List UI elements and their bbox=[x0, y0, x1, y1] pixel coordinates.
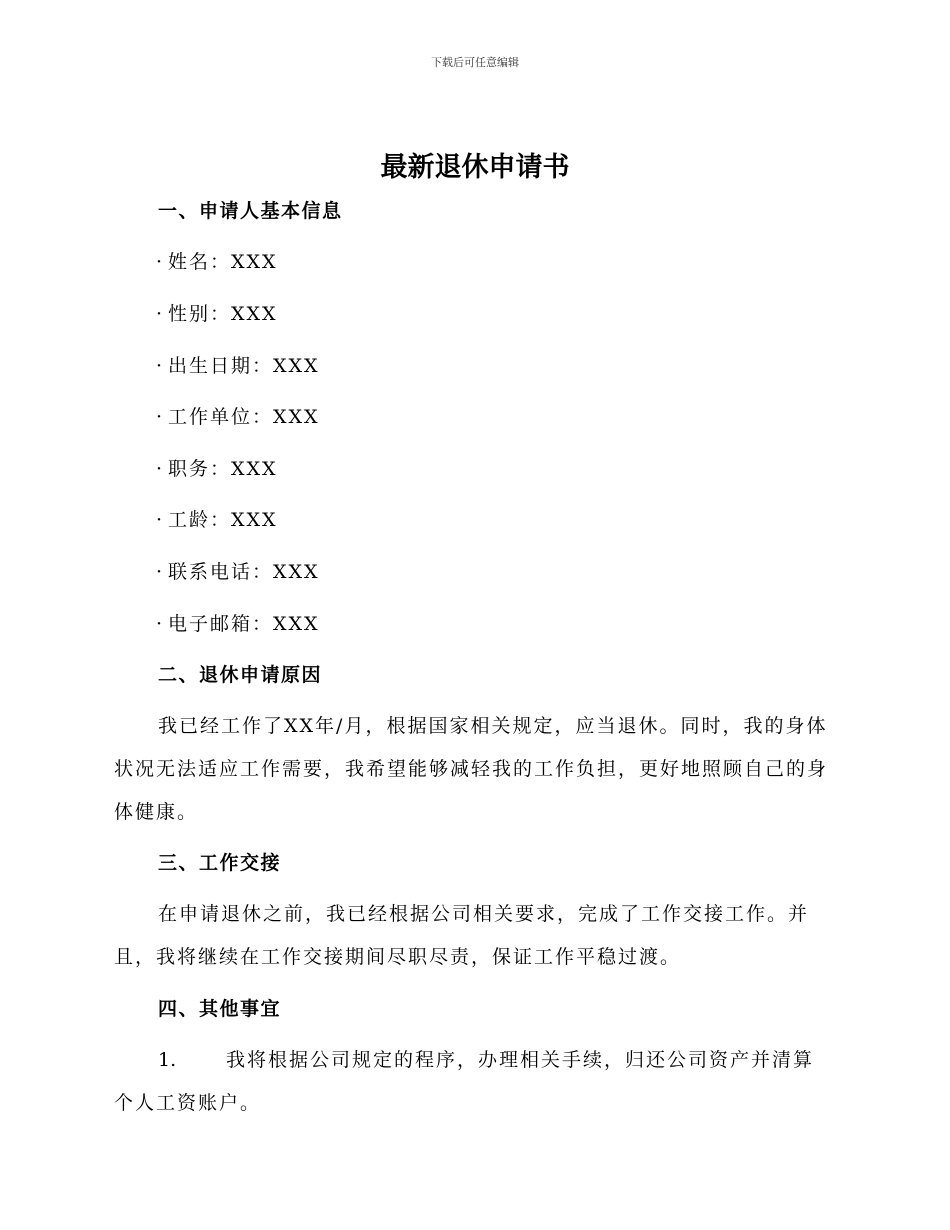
bullet-icon: · bbox=[156, 303, 165, 325]
section-heading-other: 四、其他事宜 bbox=[158, 998, 282, 1020]
bullet-icon: · bbox=[156, 561, 165, 583]
handover-paragraph: 在申请退休之前，我已经根据公司相关要求，完成了工作交接工作。并且，我将继续在工作交接期间尽职尽责，保证工作平稳过渡。 bbox=[114, 903, 810, 968]
header-note: 下载后可任意编辑 bbox=[431, 56, 519, 69]
bullet-icon: · bbox=[156, 406, 165, 428]
numbered-list-item bbox=[114, 1039, 832, 1125]
info-item-email: · 电子邮箱：XXX bbox=[156, 613, 320, 635]
section-heading-handover: 三、工作交接 bbox=[158, 852, 282, 874]
info-item-name: · 姓名：XXX bbox=[156, 251, 278, 273]
info-item-position: · 职务：XXX bbox=[156, 458, 278, 480]
list-number: 1. bbox=[158, 1049, 177, 1071]
section-heading-basic-info: 一、申请人基本信息 bbox=[158, 200, 343, 222]
bullet-icon: · bbox=[156, 355, 165, 377]
bullet-icon: · bbox=[156, 251, 165, 273]
bullet-icon: · bbox=[156, 613, 165, 635]
reason-paragraph: 我已经工作了XX年/月，根据国家相关规定，应当退休。同时，我的身体状况无法适应工作需要，我希望能够减轻我的工作负担，更好地照顾自己的身体健康。 bbox=[114, 715, 829, 823]
bullet-icon: · bbox=[156, 458, 165, 480]
info-item-seniority: · 工龄：XXX bbox=[156, 509, 278, 531]
document-title: 最新退休申请书 bbox=[380, 152, 570, 183]
info-item-birthdate: · 出生日期：XXX bbox=[156, 355, 320, 377]
info-item-gender: · 性别：XXX bbox=[156, 303, 278, 325]
list-item-text: 我将根据公司规定的程序，办理相关手续，归还公司资产并清算个人工资账户。 bbox=[114, 1049, 815, 1114]
info-item-employer: · 工作单位：XXX bbox=[156, 406, 320, 428]
section-heading-reason: 二、退休申请原因 bbox=[158, 664, 323, 686]
info-item-phone: · 联系电话：XXX bbox=[156, 561, 320, 583]
bullet-icon: · bbox=[156, 509, 165, 531]
